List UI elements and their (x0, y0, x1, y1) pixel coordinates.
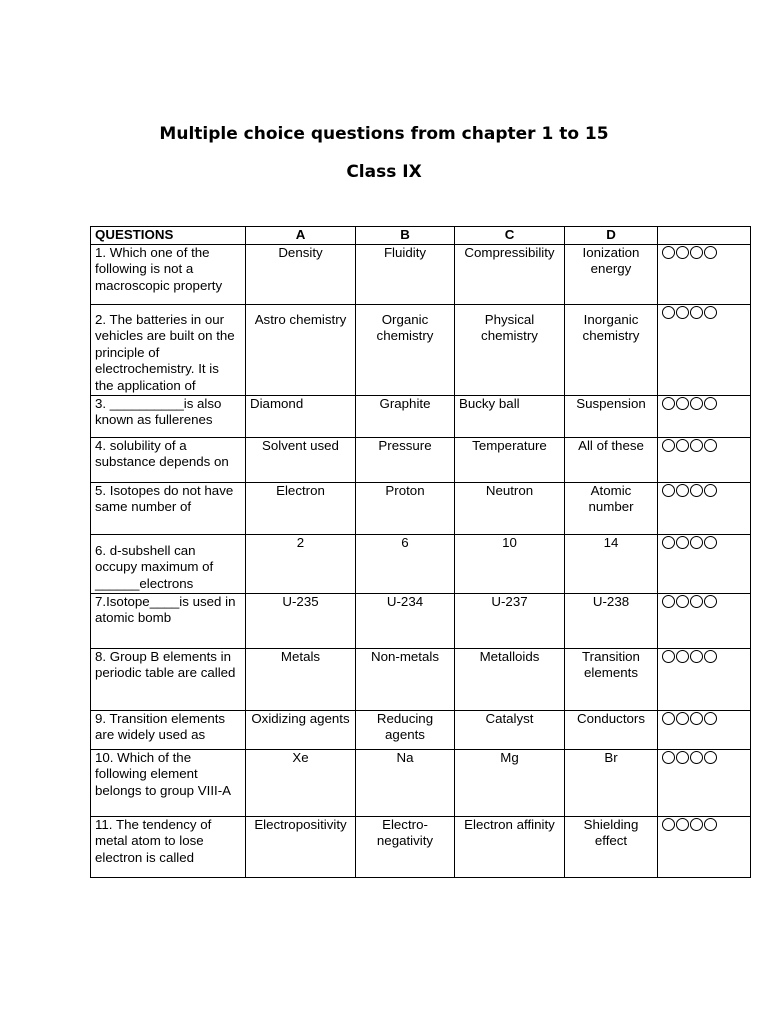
option-d: U-238 (565, 593, 658, 648)
answer-bubble-c[interactable] (690, 536, 703, 549)
answer-bubble-b[interactable] (676, 536, 689, 549)
option-d: Atomic number (565, 482, 658, 534)
answer-bubbles (658, 244, 751, 304)
answer-bubble-d[interactable] (704, 650, 717, 663)
option-a: Oxidizing agents (246, 710, 356, 749)
answer-bubble-b[interactable] (676, 306, 689, 319)
option-d: Shielding effect (565, 816, 658, 877)
answer-bubble-a[interactable] (662, 484, 675, 497)
page-title: Multiple choice questions from chapter 1 to 15 (159, 124, 609, 144)
option-b: Organic chemistry (356, 304, 455, 395)
question-row (91, 710, 751, 749)
question-text: 8. Group B elements in periodic table are called (91, 648, 246, 710)
answer-bubbles (658, 482, 751, 534)
option-a: 2 (246, 534, 356, 593)
option-a: Solvent used (246, 437, 356, 482)
answer-bubble-c[interactable] (690, 306, 703, 319)
question-text: 7.Isotope____is used in atomic bomb (91, 593, 246, 648)
answer-bubble-b[interactable] (676, 751, 689, 764)
answer-bubble-c[interactable] (690, 818, 703, 831)
answer-bubble-a[interactable] (662, 595, 675, 608)
option-b: Graphite (356, 395, 455, 437)
answer-bubble-d[interactable] (704, 246, 717, 259)
column-header-d: D (565, 227, 658, 245)
question-row (91, 244, 751, 304)
answer-bubble-b[interactable] (676, 484, 689, 497)
option-d: Inorganic chemistry (565, 304, 658, 395)
column-header-c: C (455, 227, 565, 245)
question-text: 6. d-subshell can occupy maximum of ______electrons (91, 534, 246, 593)
mcq-table (90, 226, 751, 878)
option-d: Conductors (565, 710, 658, 749)
question-text: 11. The tendency of metal atom to lose electron is called (91, 816, 246, 877)
answer-bubble-c[interactable] (690, 751, 703, 764)
question-row (91, 648, 751, 710)
option-a: Electropositivity (246, 816, 356, 877)
option-b: Na (356, 749, 455, 816)
answer-bubble-c[interactable] (690, 397, 703, 410)
question-text: 2. The batteries in our vehicles are built on the principle of electrochemistry. It is the application of (91, 304, 246, 395)
answer-bubbles (658, 593, 751, 648)
option-a: U-235 (246, 593, 356, 648)
answer-bubbles (658, 816, 751, 877)
answer-bubble-a[interactable] (662, 536, 675, 549)
option-d: All of these (565, 437, 658, 482)
question-row (91, 395, 751, 437)
answer-bubble-b[interactable] (676, 650, 689, 663)
option-c: 10 (455, 534, 565, 593)
option-c: Bucky ball (455, 395, 565, 437)
answer-bubble-c[interactable] (690, 650, 703, 663)
answer-bubble-a[interactable] (662, 751, 675, 764)
answer-bubble-b[interactable] (676, 818, 689, 831)
option-b: U-234 (356, 593, 455, 648)
column-header-b: B (356, 227, 455, 245)
answer-bubble-d[interactable] (704, 439, 717, 452)
option-b: Reducing agents (356, 710, 455, 749)
answer-bubbles (658, 395, 751, 437)
option-b: Proton (356, 482, 455, 534)
question-row (91, 816, 751, 877)
answer-bubble-d[interactable] (704, 536, 717, 549)
option-b: 6 (356, 534, 455, 593)
answer-bubble-c[interactable] (690, 246, 703, 259)
answer-bubble-a[interactable] (662, 650, 675, 663)
answer-bubble-b[interactable] (676, 712, 689, 725)
option-b: Fluidity (356, 244, 455, 304)
answer-bubble-b[interactable] (676, 595, 689, 608)
option-d: Ionization energy (565, 244, 658, 304)
answer-bubble-b[interactable] (676, 397, 689, 410)
option-a: Xe (246, 749, 356, 816)
question-text: 4. solubility of a substance depends on (91, 437, 246, 482)
answer-bubble-a[interactable] (662, 712, 675, 725)
option-a: Electron (246, 482, 356, 534)
option-a: Diamond (246, 395, 356, 437)
answer-bubble-d[interactable] (704, 397, 717, 410)
question-text: 9. Transition elements are widely used as (91, 710, 246, 749)
option-b: Pressure (356, 437, 455, 482)
answer-bubble-c[interactable] (690, 712, 703, 725)
question-row (91, 534, 751, 593)
question-row (91, 749, 751, 816)
option-d: Suspension (565, 395, 658, 437)
answer-bubble-d[interactable] (704, 712, 717, 725)
option-d: Br (565, 749, 658, 816)
option-c: Metalloids (455, 648, 565, 710)
question-row (91, 593, 751, 648)
answer-bubble-a[interactable] (662, 246, 675, 259)
answer-bubbles (658, 749, 751, 816)
answer-bubble-b[interactable] (676, 439, 689, 452)
column-header-answer (658, 227, 751, 245)
answer-bubble-d[interactable] (704, 306, 717, 319)
column-header-a: A (246, 227, 356, 245)
option-c: U-237 (455, 593, 565, 648)
option-d: 14 (565, 534, 658, 593)
option-c: Compressibility (455, 244, 565, 304)
answer-bubble-c[interactable] (690, 439, 703, 452)
table-header-row (91, 227, 751, 245)
question-text: 5. Isotopes do not have same number of (91, 482, 246, 534)
answer-bubbles (658, 648, 751, 710)
answer-bubble-a[interactable] (662, 397, 675, 410)
question-row (91, 482, 751, 534)
option-a: Astro chemistry (246, 304, 356, 395)
question-text: 10. Which of the following element belongs to group VIII-A (91, 749, 246, 816)
answer-bubble-c[interactable] (690, 595, 703, 608)
answer-bubble-d[interactable] (704, 595, 717, 608)
option-b: Electro-negativity (356, 816, 455, 877)
page-subtitle: Class IX (346, 162, 422, 182)
answer-bubble-a[interactable] (662, 439, 675, 452)
option-b: Non-metals (356, 648, 455, 710)
option-c: Physical chemistry (455, 304, 565, 395)
option-c: Neutron (455, 482, 565, 534)
option-a: Metals (246, 648, 356, 710)
answer-bubble-a[interactable] (662, 818, 675, 831)
option-a: Density (246, 244, 356, 304)
answer-bubbles (658, 710, 751, 749)
question-row (91, 304, 751, 395)
option-d: Transition elements (565, 648, 658, 710)
answer-bubble-d[interactable] (704, 751, 717, 764)
option-c: Electron affinity (455, 816, 565, 877)
answer-bubble-a[interactable] (662, 306, 675, 319)
answer-bubble-d[interactable] (704, 484, 717, 497)
answer-bubble-c[interactable] (690, 484, 703, 497)
option-c: Catalyst (455, 710, 565, 749)
question-row (91, 437, 751, 482)
question-text: 3. __________is also known as fullerenes (91, 395, 246, 437)
column-header-questions: QUESTIONS (91, 227, 246, 245)
option-c: Mg (455, 749, 565, 816)
answer-bubbles (658, 437, 751, 482)
answer-bubble-b[interactable] (676, 246, 689, 259)
option-c: Temperature (455, 437, 565, 482)
question-text: 1. Which one of the following is not a macroscopic property (91, 244, 246, 304)
answer-bubbles (658, 534, 751, 593)
answer-bubble-d[interactable] (704, 818, 717, 831)
answer-bubbles (658, 304, 751, 395)
